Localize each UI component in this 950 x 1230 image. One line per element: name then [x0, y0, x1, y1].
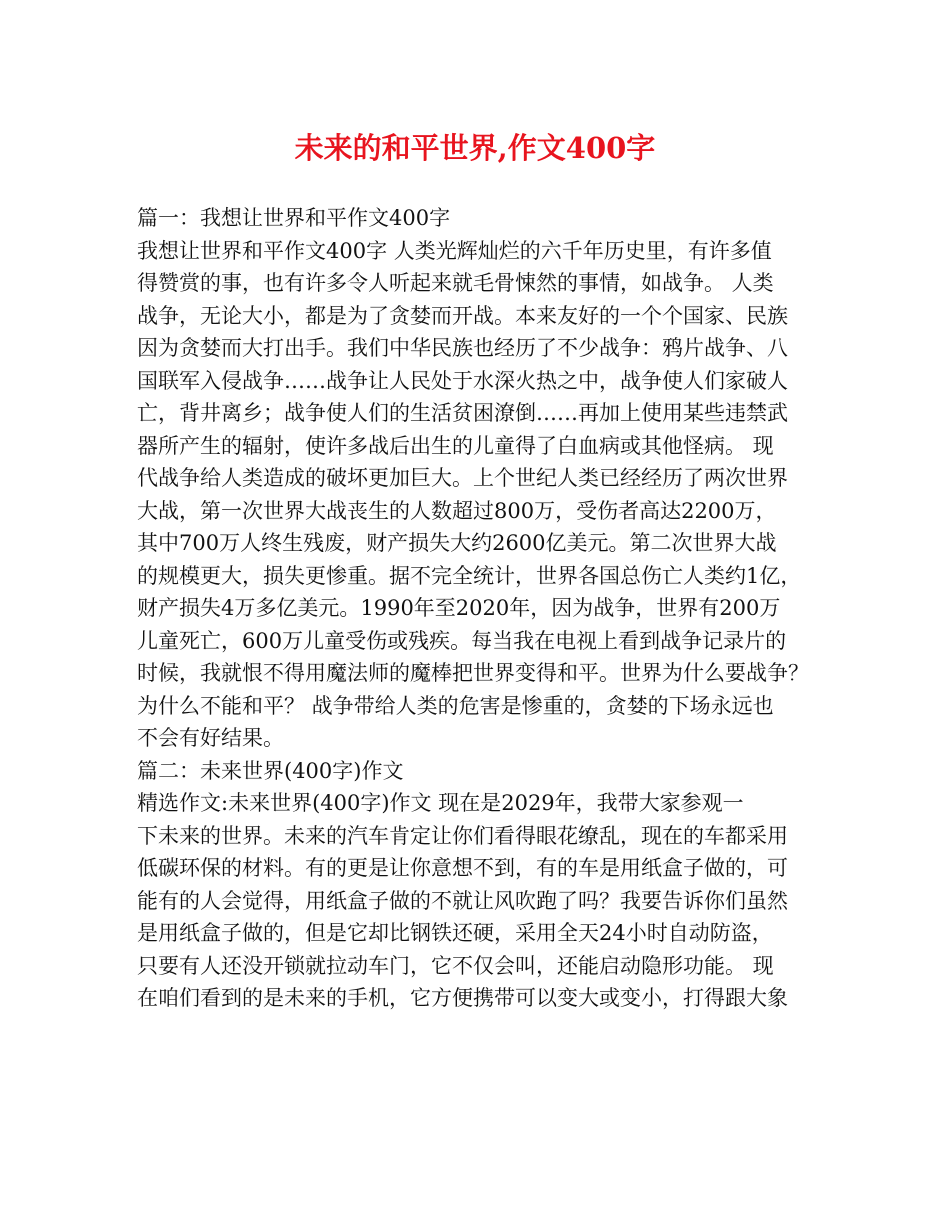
- paragraph-line: 战争，无论大小，都是为了贪婪而开战。本来友好的一个个国家、民族: [137, 303, 788, 328]
- document-body: [137, 202, 827, 1015]
- paragraph-line: 下未来的世界。未来的汽车肯定让你们看得眼花缭乱，现在的车都采用: [137, 823, 788, 848]
- section-1-paragraph: [137, 235, 827, 755]
- paragraph-line: 在咱们看到的是未来的手机，它方便携带可以变大或变小，打得跟大象: [137, 986, 788, 1010]
- paragraph-line: 其中700万人终生残废，财产损失大约2600亿美元。第二次世界大战: [137, 531, 777, 555]
- paragraph-line: 大战，第一次世界大战丧生的人数超过800万，受伤者高达2200万，: [137, 498, 777, 523]
- paragraph-line: 精选作文:未来世界(400字)作文 现在是2029年，我带大家参观一: [137, 791, 744, 815]
- section-2-heading: 篇二：未来世界(400字)作文: [137, 758, 404, 783]
- paragraph-line: 的规模更大，损失更惨重。据不完全统计，世界各国总伤亡人类约1亿，: [137, 563, 802, 588]
- paragraph-line: 国联军入侵战争……战争让人民处于水深火热之中，战争使人们家破人: [137, 368, 788, 393]
- paragraph-line: 为什么不能和平？ 战争带给人类的危害是惨重的，贪婪的下场永远也: [137, 693, 774, 718]
- paragraph-line: 只要有人还没开锁就拉动车门，它不仅会叫，还能启动隐形功能。 现: [137, 953, 774, 978]
- paragraph-line: 得赞赏的事，也有许多令人听起来就毛骨悚然的事情，如战争。 人类: [137, 271, 774, 295]
- section-1-heading: 篇一：我想让世界和平作文400字: [137, 206, 451, 230]
- paragraph-line: 因为贪婪而大打出手。我们中华民族也经历了不少战争：鸦片战争、八: [137, 336, 788, 360]
- document-title: 未来的和平世界,作文400字: [294, 131, 656, 165]
- paragraph-line: 低碳环保的材料。有的更是让你意想不到，有的车是用纸盒子做的，可: [137, 856, 788, 880]
- section-1: [137, 202, 827, 755]
- paragraph-line: 我想让世界和平作文400字 人类光辉灿烂的六千年历史里，有许多值: [137, 238, 772, 263]
- paragraph-line: 财产损失4万多亿美元。1990年至2020年，因为战争，世界有200万: [137, 596, 781, 620]
- paragraph-line: 儿童死亡，600万儿童受伤或残疾。每当我在电视上看到战争记录片的: [137, 628, 787, 653]
- paragraph-line: 不会有好结果。: [137, 726, 284, 750]
- paragraph-line: 是用纸盒子做的，但是它却比钢铁还硬，采用全天24小时自动防盗，: [137, 921, 773, 945]
- paragraph-line: 代战争给人类造成的破坏更加巨大。上个世纪人类已经经历了两次世界: [137, 466, 788, 490]
- section-2-paragraph: [137, 787, 827, 1015]
- paragraph-line: 器所产生的辐射，使许多战后出生的儿童得了白血病或其他怪病。 现: [137, 433, 774, 458]
- paragraph-line: 能有的人会觉得，用纸盒子做的不就让风吹跑了吗？我要告诉你们虽然: [137, 888, 788, 913]
- paragraph-line: 亡，背井离乡；战争使人们的生活贫困潦倒……再加上使用某些违禁武: [137, 401, 788, 425]
- paragraph-line: 时候，我就恨不得用魔法师的魔棒把世界变得和平。世界为什么要战争？: [137, 661, 809, 685]
- section-2: [137, 755, 827, 1015]
